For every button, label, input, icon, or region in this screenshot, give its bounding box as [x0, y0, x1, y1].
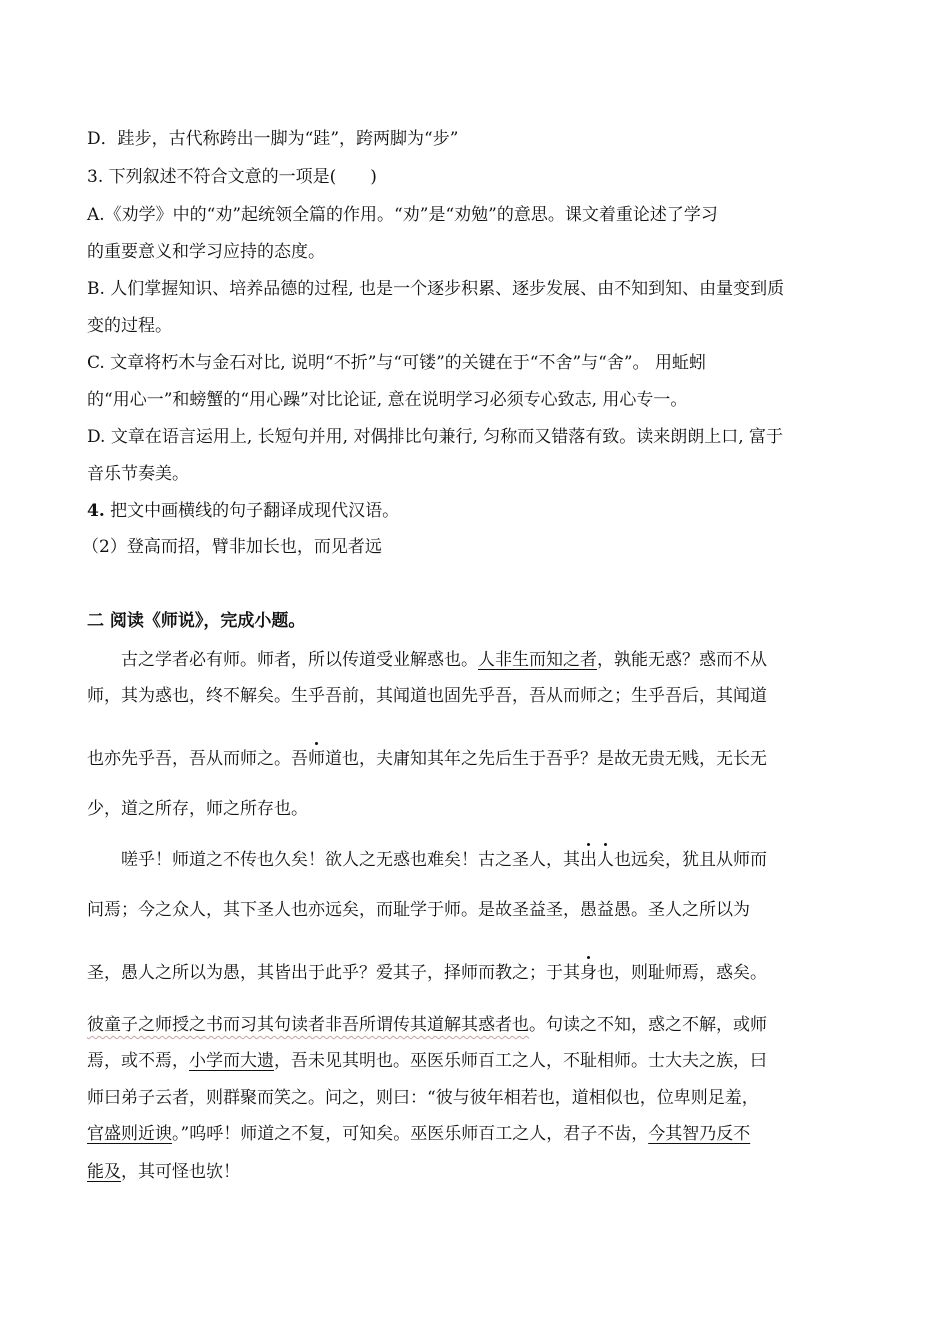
underlined-sentence: 小学而大遗 [189, 1051, 274, 1071]
q3-option-c-line2: 的“用心一”和螃蟹的“用心躁”对比论证, 意在说明学习必须专心致志, 用心专一。 [87, 390, 688, 410]
q3-option-d-line2: 音乐节奏美。 [87, 464, 189, 484]
q3-option-a-line2: 的重要意义和学习应持的态度。 [87, 242, 325, 262]
q2-option-d: D．跬步，古代称跨出一脚为“跬”，跨两脚为“步” [87, 129, 459, 149]
p3-text: 焉，或不焉， [87, 1051, 189, 1071]
q3-option-b-line2: 变的过程。 [87, 316, 172, 336]
p3-text: 。”呜呼！师道之不复，可知矣。巫医乐师百工之人，君子不齿， [172, 1124, 649, 1144]
p1-line2: 师，其为惑也，终不解矣。生乎吾前，其闻道也固先乎吾，吾从而师之；生乎吾后，其闻道 [87, 686, 767, 706]
underlined-sentence: 能及 [87, 1162, 121, 1182]
p2-line3 [87, 962, 767, 984]
p2-line1 [121, 849, 767, 871]
p2-text: 也远矣，犹且从师而 [614, 850, 767, 870]
underlined-sentence: 人非生而知之者 [478, 650, 597, 670]
emphasis-dot-char: 出 [580, 850, 597, 870]
p3-text: 。句读之不知，惑之不解，或师 [529, 1015, 767, 1035]
emphasis-dot-char: 人 [597, 850, 614, 870]
p3-text: ，其可怪也欤！ [121, 1162, 240, 1182]
q4-number: 4. [87, 501, 105, 521]
section-heading: 二 阅读《师说》，完成小题。 [87, 611, 306, 631]
q4-text: 把文中画横线的句子翻译成现代汉语。 [104, 501, 400, 521]
p1-text: 道也，夫庸知其年之先后生于吾乎？是故无贵无贱，无长无 [325, 749, 767, 769]
p2-text: 嗟乎！师道之不传也久矣！欲人之无惑也难矣！古之圣人，其 [121, 850, 580, 870]
q3-option-b-line1: B. 人们掌握知识、培养品德的过程, 也是一个逐步积累、逐步发展、由不知到知、由量变到质 [87, 279, 785, 299]
q3-option-d-line1: D. 文章在语言运用上, 长短句并用, 对偶排比句兼行, 匀称而又错落有致。读来朗朗上口, 富于 [87, 427, 784, 447]
underlined-sentence: 官盛则近谀 [87, 1124, 172, 1144]
q3-stem: 3. 下列叙述不符合文意的一项是( ) [87, 167, 377, 187]
p2-line2: 问焉；今之众人，其下圣人也亦远矣，而耻学于师。是故圣益圣，愚益愚。圣人之所以为 [87, 900, 750, 920]
wavy-underlined-sentence: 彼童子之师授之书而习其句读者非吾所谓传其道解其惑者也 [87, 1015, 529, 1035]
p3-line3: 师曰弟子云者，则群聚而笑之。问之，则曰：“彼与彼年相若也，道相似也，位卑则足羞， [87, 1088, 759, 1108]
p1-line4: 少，道之所存，师之所存也。 [87, 799, 308, 819]
p2-text: 圣，愚人之所以为愚，其皆出于此乎？爱其子，择师而教之；于其 [87, 963, 580, 983]
p2-text: 也，则耻师焉，惑矣。 [597, 963, 767, 983]
p3-line4 [87, 1123, 750, 1145]
p1-text: 古之学者必有师。师者，所以传道受业解惑也。 [121, 650, 478, 670]
q4-stem [87, 500, 399, 522]
p1-text: 也亦先乎吾，吾从而师之。吾 [87, 749, 308, 769]
p3-line1 [87, 1014, 767, 1036]
emphasis-dot-char: 身 [580, 963, 597, 983]
p3-line5 [87, 1161, 240, 1183]
q4-item-2: （2）登高而招，臂非加长也，而见者远 [82, 537, 382, 557]
p1-line3 [87, 748, 767, 770]
p1-line1 [121, 649, 767, 671]
emphasis-dot-char: 师 [308, 749, 325, 769]
underlined-sentence: 今其智乃反不 [648, 1124, 751, 1144]
q3-option-c-line1: C. 文章将朽木与金石对比, 说明“不折”与“可镂”的关键在于“不舍”与“舍”。 用蚯蚓 [87, 353, 706, 373]
p3-line2 [87, 1050, 767, 1072]
p1-text: ，孰能无惑？惑而不从 [597, 650, 767, 670]
p3-text: ，吾未见其明也。巫医乐师百工之人，不耻相师。士大夫之族，曰 [274, 1051, 767, 1071]
q3-option-a-line1: A.《劝学》中的“劝”起统领全篇的作用。“劝”是“劝勉”的意思。课文着重论述了学习 [87, 205, 718, 225]
